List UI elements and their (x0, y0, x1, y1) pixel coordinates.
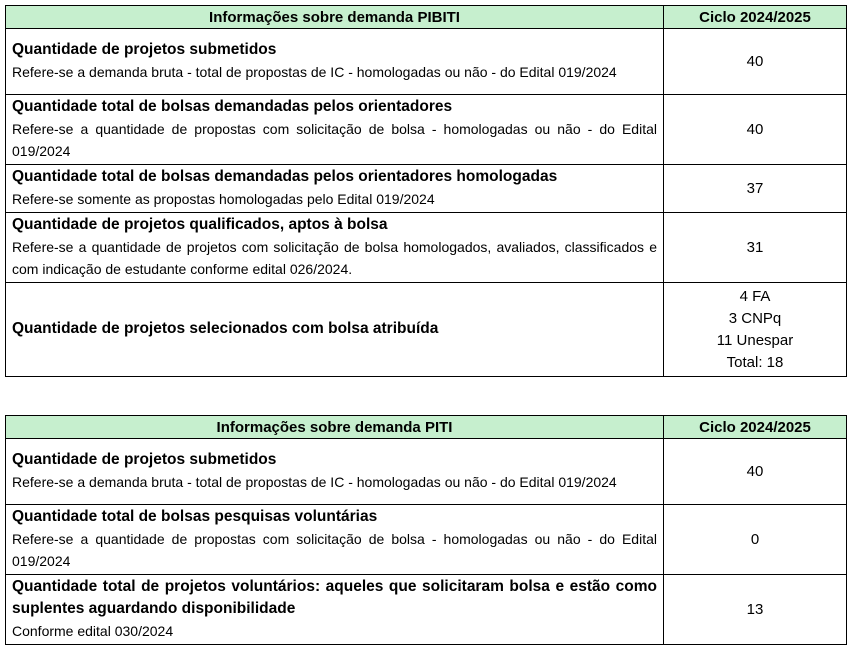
row-value: 13 (664, 575, 847, 645)
table-row (6, 29, 847, 95)
pibiti-table (5, 5, 847, 377)
row-description (6, 505, 664, 575)
table-row (6, 505, 847, 575)
row-description (6, 213, 664, 283)
table-row (6, 575, 847, 645)
table-row (6, 95, 847, 165)
row-title: Quantidade de projetos selecionados com bolsa atribuída (12, 320, 439, 337)
row-subtitle: Refere-se a quantidade de projetos com solicitação de bolsa homologados, avaliados, classificados e com indicação de estudante conforme edital 026/2024. (12, 239, 657, 277)
row-value: 40 (664, 29, 847, 95)
piti-cycle-header: Ciclo 2024/2025 (664, 416, 847, 439)
row-title: Quantidade de projetos submetidos (12, 41, 277, 58)
row-subtitle: Refere-se a demanda bruta - total de propostas de IC - homologadas ou não - do Edital 019/2024 (12, 474, 617, 490)
row-title: Quantidade total de bolsas pesquisas voluntárias (12, 508, 378, 525)
row-description (6, 165, 664, 213)
table-row (6, 213, 847, 283)
value-total: Total: 18 (726, 353, 784, 371)
row-title: Quantidade total de bolsas demandadas pelos orientadores (12, 98, 453, 115)
row-subtitle: Refere-se a quantidade de propostas com solicitação de bolsa - homologadas ou não - do Edital 019/2024 (12, 121, 657, 159)
row-subtitle: Refere-se a quantidade de propostas com solicitação de bolsa - homologadas ou não - do Edital 019/2024 (12, 531, 657, 569)
table-row (6, 165, 847, 213)
piti-header: Informações sobre demanda PITI (6, 416, 664, 439)
row-value: 31 (664, 213, 847, 283)
piti-header-row (6, 416, 847, 439)
row-description (6, 283, 664, 377)
row-title: Quantidade total de bolsas demandadas pelos orientadores homologadas (12, 168, 558, 185)
row-subtitle: Refere-se a demanda bruta - total de propostas de IC - homologadas ou não - do Edital 019/2024 (12, 64, 617, 80)
row-description (6, 439, 664, 505)
row-value: 40 (664, 95, 847, 165)
table-row (6, 439, 847, 505)
row-title: Quantidade de projetos qualificados, aptos à bolsa (12, 216, 388, 233)
row-description (6, 29, 664, 95)
row-value: 0 (664, 505, 847, 575)
piti-table (5, 415, 847, 645)
pibiti-cycle-header: Ciclo 2024/2025 (664, 6, 847, 29)
row-subtitle: Refere-se somente as propostas homologadas pelo Edital 019/2024 (12, 191, 435, 207)
value-cnpq: 3 CNPq (728, 309, 782, 327)
value-fa: 4 FA (739, 287, 771, 305)
row-value: 40 (664, 439, 847, 505)
row-description (6, 95, 664, 165)
row-value-list (664, 283, 847, 377)
pibiti-header-row (6, 6, 847, 29)
pibiti-header: Informações sobre demanda PIBITI (6, 6, 664, 29)
value-unespar: 11 Unespar (716, 331, 794, 349)
row-description (6, 575, 664, 645)
row-value: 37 (664, 165, 847, 213)
row-title: Quantidade total de projetos voluntários: aqueles que solicitaram bolsa e estão como suplentes aguardando disponibilidade (12, 578, 657, 617)
row-title: Quantidade de projetos submetidos (12, 451, 277, 468)
table-row (6, 283, 847, 377)
row-subtitle: Conforme edital 030/2024 (12, 623, 174, 639)
